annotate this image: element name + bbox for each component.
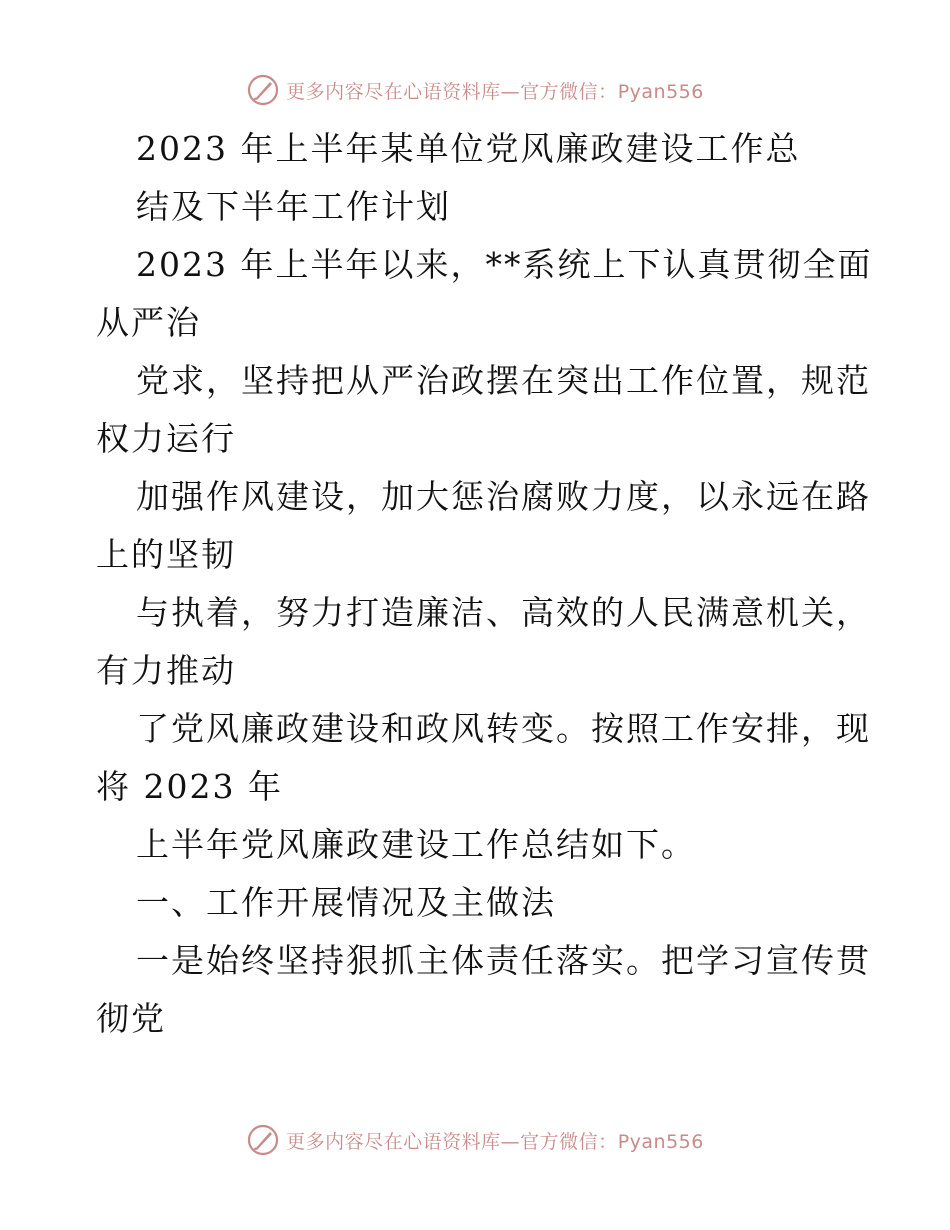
doc-line: 有力推动	[96, 651, 236, 690]
section-heading: 一、工作开展情况及主做法	[136, 883, 556, 922]
doc-line: 党求，坚持把从严治政摆在突出工作位置，规范	[136, 361, 871, 400]
doc-line: 从严治	[96, 303, 201, 342]
wechat-id: Pyan556	[617, 1130, 704, 1153]
dash-separator: —	[500, 80, 521, 103]
quill-pen-icon	[246, 1123, 280, 1157]
doc-line: 结及下半年工作计划	[136, 187, 451, 226]
doc-line: 将 2023 年	[96, 767, 283, 806]
brand-text: 更多内容尽在心语资料库	[286, 80, 501, 103]
doc-line: 彻党	[96, 999, 166, 1038]
wechat-label: 官方微信：	[520, 1130, 618, 1153]
dash-separator: —	[500, 1130, 521, 1153]
doc-line: 2023 年上半年某单位党风廉政建设工作总	[136, 129, 801, 168]
doc-line: 上半年党风廉政建设工作总结如下。	[136, 825, 696, 864]
doc-line: 上的坚韧	[96, 535, 236, 574]
doc-line: 一是始终坚持狠抓主体责任落实。把学习宣传贯	[136, 941, 871, 980]
quill-pen-icon	[246, 73, 280, 107]
brand-text: 更多内容尽在心语资料库	[286, 1130, 501, 1153]
doc-line: 与执着，努力打造廉洁、高效的人民满意机关，	[136, 593, 871, 632]
wechat-id: Pyan556	[617, 80, 704, 103]
watermark-text	[286, 1127, 704, 1154]
document-body	[96, 120, 873, 1048]
doc-line: 2023 年上半年以来，**系统上下认真贯彻全面	[136, 245, 873, 284]
wechat-label: 官方微信：	[520, 80, 618, 103]
doc-line: 了党风廉政建设和政风转变。按照工作安排，现	[136, 709, 871, 748]
watermark-text	[286, 77, 704, 104]
doc-line: 权力运行	[96, 419, 236, 458]
footer-watermark-banner	[0, 1120, 950, 1160]
doc-line: 加强作风建设，加大惩治腐败力度，以永远在路	[136, 477, 871, 516]
header-watermark-banner	[0, 70, 950, 110]
